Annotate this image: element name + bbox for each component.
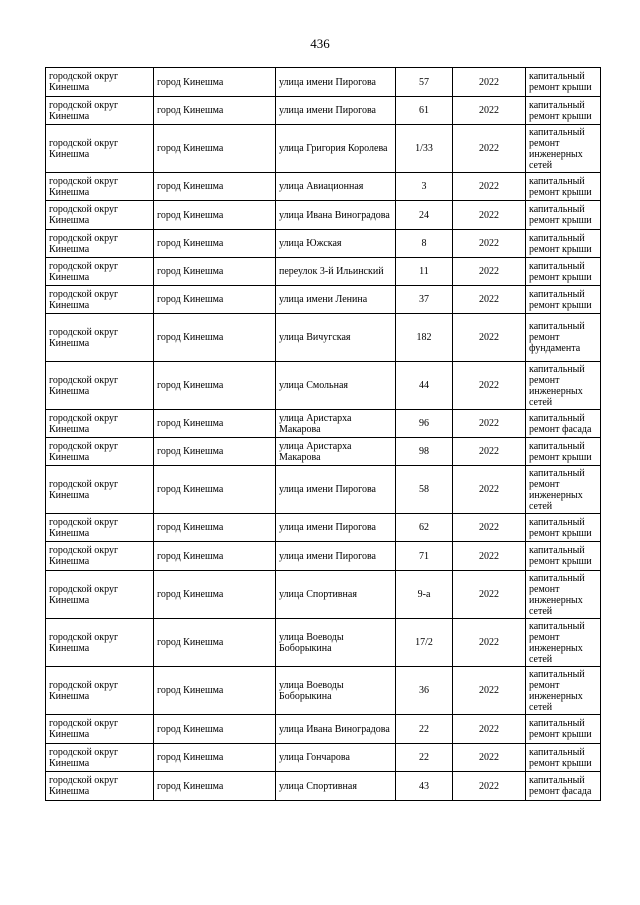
- cell-year: 2022: [453, 230, 526, 258]
- cell-house-number: 44: [396, 362, 453, 410]
- cell-district: городской округ Кинешма: [46, 258, 154, 286]
- cell-work-type: капитальный ремонт крыши: [526, 201, 601, 230]
- cell-city: город Кинешма: [154, 362, 276, 410]
- cell-house-number: 61: [396, 97, 453, 125]
- cell-street: улица имени Пирогова: [276, 542, 396, 571]
- cell-house-number: 22: [396, 744, 453, 772]
- cell-district: городской округ Кинешма: [46, 772, 154, 801]
- cell-year: 2022: [453, 362, 526, 410]
- cell-year: 2022: [453, 772, 526, 801]
- cell-street: улица имени Ленина: [276, 286, 396, 314]
- cell-year: 2022: [453, 68, 526, 97]
- cell-district: городской округ Кинешма: [46, 571, 154, 619]
- cell-year: 2022: [453, 438, 526, 466]
- cell-house-number: 24: [396, 201, 453, 230]
- cell-work-type: капитальный ремонт фасада: [526, 410, 601, 438]
- table-row: [46, 314, 601, 362]
- cell-year: 2022: [453, 715, 526, 744]
- cell-city: город Кинешма: [154, 514, 276, 542]
- cell-district: городской округ Кинешма: [46, 466, 154, 514]
- cell-city: город Кинешма: [154, 715, 276, 744]
- cell-year: 2022: [453, 542, 526, 571]
- cell-year: 2022: [453, 258, 526, 286]
- cell-city: город Кинешма: [154, 772, 276, 801]
- cell-year: 2022: [453, 410, 526, 438]
- table-row: [46, 410, 601, 438]
- cell-street: улица Вичугская: [276, 314, 396, 362]
- cell-work-type: капитальный ремонт крыши: [526, 230, 601, 258]
- table-row: [46, 97, 601, 125]
- cell-house-number: 43: [396, 772, 453, 801]
- cell-year: 2022: [453, 97, 526, 125]
- cell-year: 2022: [453, 466, 526, 514]
- cell-work-type: капитальный ремонт инженерных сетей: [526, 571, 601, 619]
- cell-street: улица Аристарха Макарова: [276, 438, 396, 466]
- cell-work-type: капитальный ремонт крыши: [526, 514, 601, 542]
- cell-street: улица Спортивная: [276, 772, 396, 801]
- cell-house-number: 3: [396, 173, 453, 201]
- cell-house-number: 36: [396, 667, 453, 715]
- table-row: [46, 438, 601, 466]
- cell-district: городской округ Кинешма: [46, 362, 154, 410]
- cell-street: улица имени Пирогова: [276, 514, 396, 542]
- cell-district: городской округ Кинешма: [46, 514, 154, 542]
- cell-street: улица имени Пирогова: [276, 97, 396, 125]
- cell-city: город Кинешма: [154, 438, 276, 466]
- cell-house-number: 58: [396, 466, 453, 514]
- cell-work-type: капитальный ремонт инженерных сетей: [526, 667, 601, 715]
- table-row: [46, 125, 601, 173]
- cell-district: городской округ Кинешма: [46, 438, 154, 466]
- repair-table: [45, 67, 601, 801]
- cell-house-number: 96: [396, 410, 453, 438]
- cell-city: город Кинешма: [154, 410, 276, 438]
- cell-district: городской округ Кинешма: [46, 97, 154, 125]
- table-row: [46, 362, 601, 410]
- table-row: [46, 173, 601, 201]
- table-row: [46, 466, 601, 514]
- cell-street: улица Аристарха Макарова: [276, 410, 396, 438]
- cell-street: улица Ивана Виноградова: [276, 201, 396, 230]
- cell-work-type: капитальный ремонт крыши: [526, 286, 601, 314]
- table-row: [46, 744, 601, 772]
- cell-street: улица Спортивная: [276, 571, 396, 619]
- cell-house-number: 17/2: [396, 619, 453, 667]
- cell-work-type: капитальный ремонт крыши: [526, 542, 601, 571]
- cell-district: городской округ Кинешма: [46, 314, 154, 362]
- cell-work-type: капитальный ремонт крыши: [526, 97, 601, 125]
- cell-year: 2022: [453, 314, 526, 362]
- cell-house-number: 57: [396, 68, 453, 97]
- cell-house-number: 11: [396, 258, 453, 286]
- cell-year: 2022: [453, 125, 526, 173]
- table-row: [46, 619, 601, 667]
- cell-house-number: 98: [396, 438, 453, 466]
- cell-city: город Кинешма: [154, 571, 276, 619]
- cell-district: городской округ Кинешма: [46, 230, 154, 258]
- table-row: [46, 667, 601, 715]
- cell-city: город Кинешма: [154, 173, 276, 201]
- table-row: [46, 571, 601, 619]
- cell-work-type: капитальный ремонт инженерных сетей: [526, 466, 601, 514]
- cell-house-number: 182: [396, 314, 453, 362]
- cell-city: город Кинешма: [154, 68, 276, 97]
- cell-year: 2022: [453, 173, 526, 201]
- cell-district: городской округ Кинешма: [46, 410, 154, 438]
- cell-house-number: 8: [396, 230, 453, 258]
- cell-year: 2022: [453, 286, 526, 314]
- cell-street: улица Гончарова: [276, 744, 396, 772]
- cell-year: 2022: [453, 667, 526, 715]
- cell-street: улица имени Пирогова: [276, 68, 396, 97]
- cell-year: 2022: [453, 201, 526, 230]
- cell-house-number: 71: [396, 542, 453, 571]
- cell-house-number: 22: [396, 715, 453, 744]
- cell-year: 2022: [453, 571, 526, 619]
- table-row: [46, 542, 601, 571]
- cell-district: городской округ Кинешма: [46, 201, 154, 230]
- cell-city: город Кинешма: [154, 619, 276, 667]
- cell-district: городской округ Кинешма: [46, 619, 154, 667]
- table-row: [46, 201, 601, 230]
- cell-street: переулок 3-й Ильинский: [276, 258, 396, 286]
- cell-year: 2022: [453, 619, 526, 667]
- cell-work-type: капитальный ремонт крыши: [526, 715, 601, 744]
- cell-work-type: капитальный ремонт крыши: [526, 744, 601, 772]
- cell-city: город Кинешма: [154, 286, 276, 314]
- cell-city: город Кинешма: [154, 201, 276, 230]
- cell-district: городской округ Кинешма: [46, 542, 154, 571]
- cell-city: город Кинешма: [154, 97, 276, 125]
- cell-district: городской округ Кинешма: [46, 173, 154, 201]
- cell-work-type: капитальный ремонт крыши: [526, 173, 601, 201]
- cell-city: город Кинешма: [154, 258, 276, 286]
- cell-year: 2022: [453, 514, 526, 542]
- cell-district: городской округ Кинешма: [46, 286, 154, 314]
- cell-street: улица имени Пирогова: [276, 466, 396, 514]
- cell-city: город Кинешма: [154, 744, 276, 772]
- cell-house-number: 9-а: [396, 571, 453, 619]
- cell-street: улица Воеводы Боборыкина: [276, 619, 396, 667]
- cell-year: 2022: [453, 744, 526, 772]
- cell-house-number: 37: [396, 286, 453, 314]
- cell-street: улица Воеводы Боборыкина: [276, 667, 396, 715]
- cell-street: улица Смольная: [276, 362, 396, 410]
- cell-district: городской округ Кинешма: [46, 68, 154, 97]
- cell-district: городской округ Кинешма: [46, 715, 154, 744]
- table-row: [46, 258, 601, 286]
- cell-city: город Кинешма: [154, 125, 276, 173]
- cell-work-type: капитальный ремонт фундамента: [526, 314, 601, 362]
- cell-work-type: капитальный ремонт крыши: [526, 68, 601, 97]
- cell-street: улица Ивана Виноградова: [276, 715, 396, 744]
- cell-work-type: капитальный ремонт фасада: [526, 772, 601, 801]
- cell-district: городской округ Кинешма: [46, 667, 154, 715]
- cell-city: город Кинешма: [154, 667, 276, 715]
- cell-house-number: 1/33: [396, 125, 453, 173]
- cell-work-type: капитальный ремонт инженерных сетей: [526, 362, 601, 410]
- cell-city: город Кинешма: [154, 542, 276, 571]
- cell-work-type: капитальный ремонт инженерных сетей: [526, 125, 601, 173]
- table-row: [46, 68, 601, 97]
- cell-city: город Кинешма: [154, 314, 276, 362]
- cell-street: улица Григория Королева: [276, 125, 396, 173]
- cell-city: город Кинешма: [154, 466, 276, 514]
- cell-house-number: 62: [396, 514, 453, 542]
- page-number: 436: [310, 36, 330, 51]
- cell-district: городской округ Кинешма: [46, 125, 154, 173]
- cell-work-type: капитальный ремонт крыши: [526, 258, 601, 286]
- cell-street: улица Южская: [276, 230, 396, 258]
- table-body: [46, 68, 601, 801]
- table-row: [46, 514, 601, 542]
- table-row: [46, 286, 601, 314]
- cell-street: улица Авиационная: [276, 173, 396, 201]
- cell-district: городской округ Кинешма: [46, 744, 154, 772]
- cell-city: город Кинешма: [154, 230, 276, 258]
- table-row: [46, 230, 601, 258]
- cell-work-type: капитальный ремонт инженерных сетей: [526, 619, 601, 667]
- cell-work-type: капитальный ремонт крыши: [526, 438, 601, 466]
- table-row: [46, 772, 601, 801]
- table-row: [46, 715, 601, 744]
